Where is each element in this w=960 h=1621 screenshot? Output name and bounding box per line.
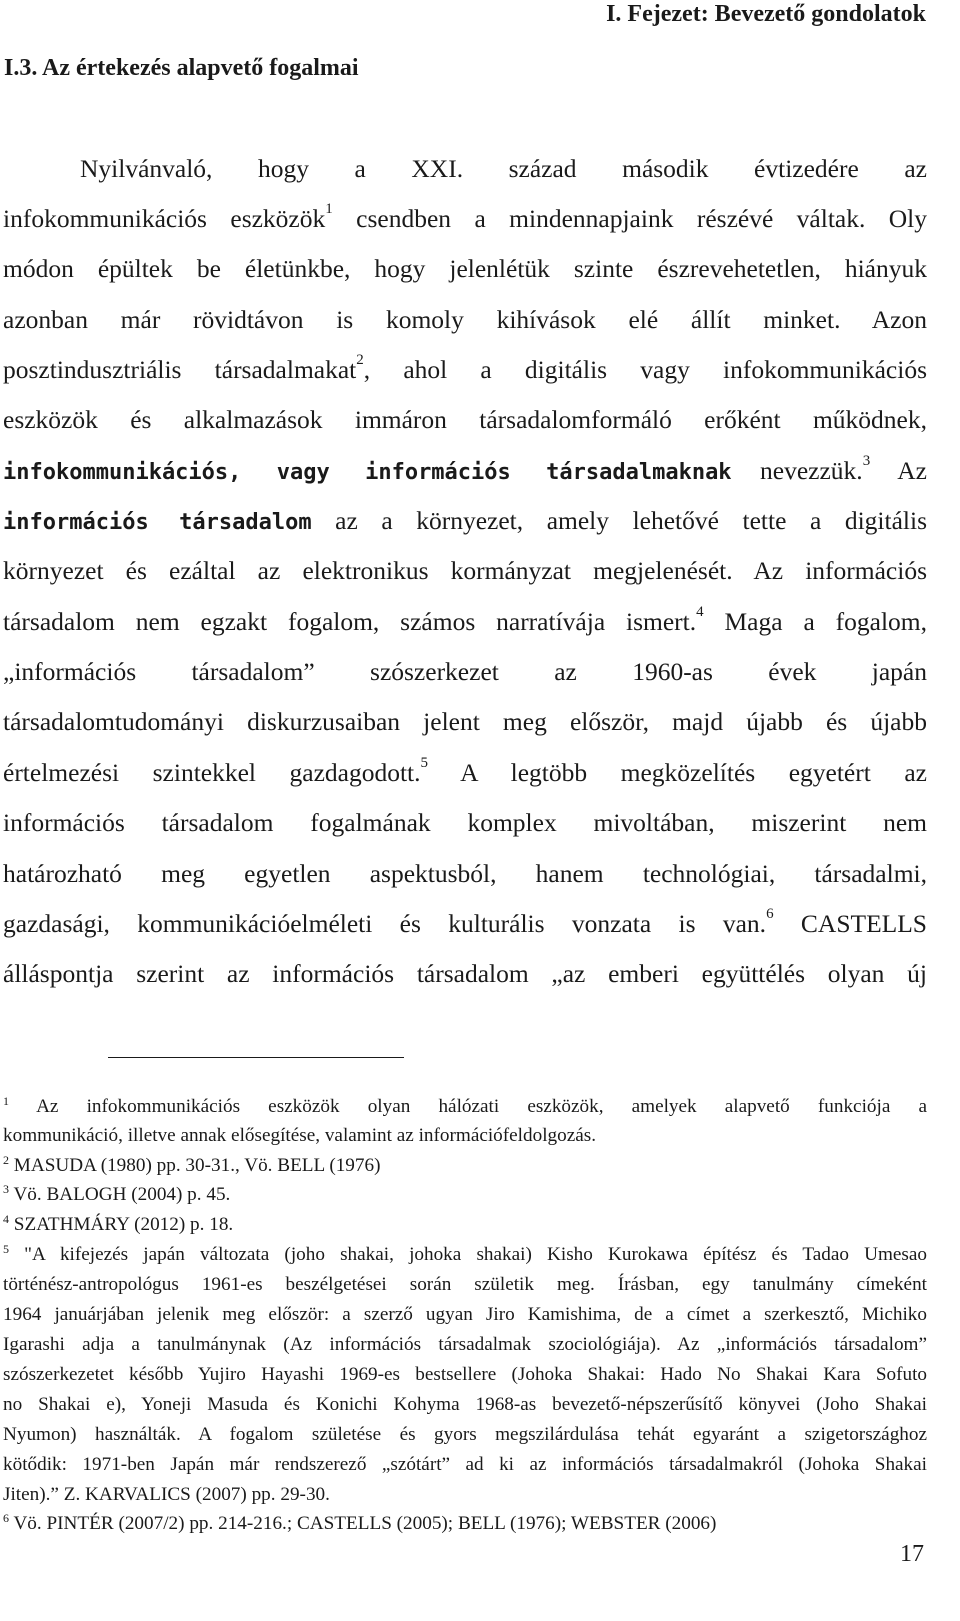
- footnote-line: $^1$ Az infokommunikációs eszközök olyan hálózati eszközök, amelyek alapvető funkciója a: [3, 1094, 927, 1117]
- text-line: eszközök és alkalmazások immáron társadalomformáló erőként működnek,: [3, 405, 927, 434]
- footnote-line: Jiten).” Z. KARVALICS (2007) pp. 29-30.: [3, 1484, 330, 1505]
- footnote-line: $^2$ MASUDA (1980) pp. 30-31., Vö. BELL (1976): [3, 1153, 381, 1176]
- footnote-ref: 1: [325, 201, 333, 217]
- footnote-line: $^3$ Vö. BALOGH (2004) p. 45.: [3, 1182, 231, 1205]
- footnote-line: kommunikáció, illetve annak elősegítése, valamint az információfeldolgozás.: [3, 1125, 597, 1146]
- footnote-line: szószerkezetet később Yujiro Hayashi 1969-es bestsellere (Johoka Shakai: Hado No Shakai Kara Sofuto: [3, 1364, 927, 1385]
- emphasis-term: infokommunikációs, vagy információs társadalmaknak: [3, 460, 732, 485]
- footnote-line: kötődik: 1971-ben Japán már rendszerező „szótárt” ad ki az információs társadalmakról (Johoka Shakai: [3, 1454, 927, 1475]
- text-line: határozható meg egyetlen aspektusból, hanem technológiai, társadalmi,: [3, 859, 927, 888]
- text-line: információs társadalom fogalmának komplex mivoltában, miszerint nem: [3, 808, 927, 837]
- footnote-line: $^5$ "A kifejezés japán változata (joho shakai, johoka shakai) Kisho Kurokawa építész és Tadao Umesao: [3, 1242, 927, 1265]
- footnote-line: no Shakai e), Yoneji Masuda és Konichi Kohyma 1968-as bevezető-népszerűsítő könyvei (Joho Shakai: [3, 1394, 927, 1415]
- text-line: gazdasági, kommunikációelméleti és kulturális vonzata is van.$^6$ CASTELLS: [3, 906, 927, 938]
- footnote-marker: 2: [3, 1153, 9, 1167]
- text-line: információs társadalom az a környezet, amely lehetővé tette a digitális: [3, 506, 927, 535]
- emphasis-term: információs társadalom: [3, 510, 312, 535]
- footnote-line: Nyumon) használták. A fogalom születése és gyors megszilárdulása tehát egyaránt a szigetországhoz: [3, 1424, 927, 1445]
- footnote-marker: 6: [3, 1511, 9, 1525]
- running-header: I. Fejezet: Bevezető gondolatok: [606, 1, 926, 27]
- text-line: infokommunikációs eszközök$^1$ csendben a mindennapjaink részévé váltak. Oly: [3, 201, 928, 233]
- text-line: Nyilvánvaló, hogy a XXI. század második évtizedére az: [80, 154, 927, 183]
- text-line: környezet és ezáltal az elektronikus kormányzat megjelenését. Az információs: [3, 556, 927, 585]
- footnote-marker: 1: [3, 1094, 9, 1108]
- footnote-marker: 4: [3, 1212, 9, 1226]
- section-heading: I.3. Az értekezés alapvető fogalmai: [4, 55, 359, 81]
- footnote-separator: [108, 1057, 404, 1058]
- footnote-ref: 4: [696, 604, 704, 620]
- page-number: 17: [900, 1541, 924, 1567]
- footnote-line: Igarashi adja a tanulmánynak (Az információs társadalmak szociológiája). Az „információs társadalom”: [3, 1334, 927, 1355]
- text-line: értelmezési szintekkel gazdagodott.$^5$ A legtöbb megközelítés egyetért az: [3, 755, 927, 787]
- footnote-line: $^6$ Vö. PINTÉR (2007/2) pp. 214-216.; CASTELLS (2005); BELL (1976); WEBSTER (2006): [3, 1511, 717, 1534]
- footnote-ref: 6: [766, 906, 774, 922]
- footnote-line: 1964 januárjában jelenik meg először: a szerző ugyan Jiro Kamishima, de a címet a szerkesztő, Michiko: [3, 1304, 927, 1325]
- footnote-ref: 3: [862, 453, 871, 469]
- footnote-marker: 5: [3, 1242, 9, 1256]
- text-line: társadalomtudományi diskurzusaiban jelent meg először, majd újabb és újabb: [3, 707, 927, 736]
- footnote-ref: 2: [356, 352, 364, 368]
- footnote-line: $^4$ SZATHMÁRY (2012) p. 18.: [3, 1212, 234, 1235]
- footnote-marker: 3: [3, 1182, 9, 1196]
- text-line: posztindusztriális társadalmakat$^2$, ahol a digitális vagy infokommunikációs: [3, 352, 927, 384]
- text-line: társadalom nem egzakt fogalom, számos narratívája ismert.$^4$ Maga a fogalom,: [3, 604, 927, 636]
- text-line: infokommunikációs, vagy információs társadalmaknak nevezzük.$^3$ Az: [3, 453, 927, 485]
- footnote-line: történész-antropológus 1961-es beszélgetései során születik meg. Írásban, egy tanulmány címeként: [3, 1274, 927, 1295]
- text-line: „információs társadalom” szószerkezet az 1960-as évek japán: [3, 657, 927, 686]
- text-line: módon épültek be életünkbe, hogy jelenlétük szinte észrevehetetlen, hiányuk: [3, 254, 927, 283]
- footnote-ref: 5: [420, 755, 429, 771]
- text-line: azonban már rövidtávon is komoly kihívások elé állít minket. Azon: [3, 305, 927, 334]
- text-line: álláspontja szerint az információs társadalom „az emberi együttélés olyan új: [3, 959, 927, 988]
